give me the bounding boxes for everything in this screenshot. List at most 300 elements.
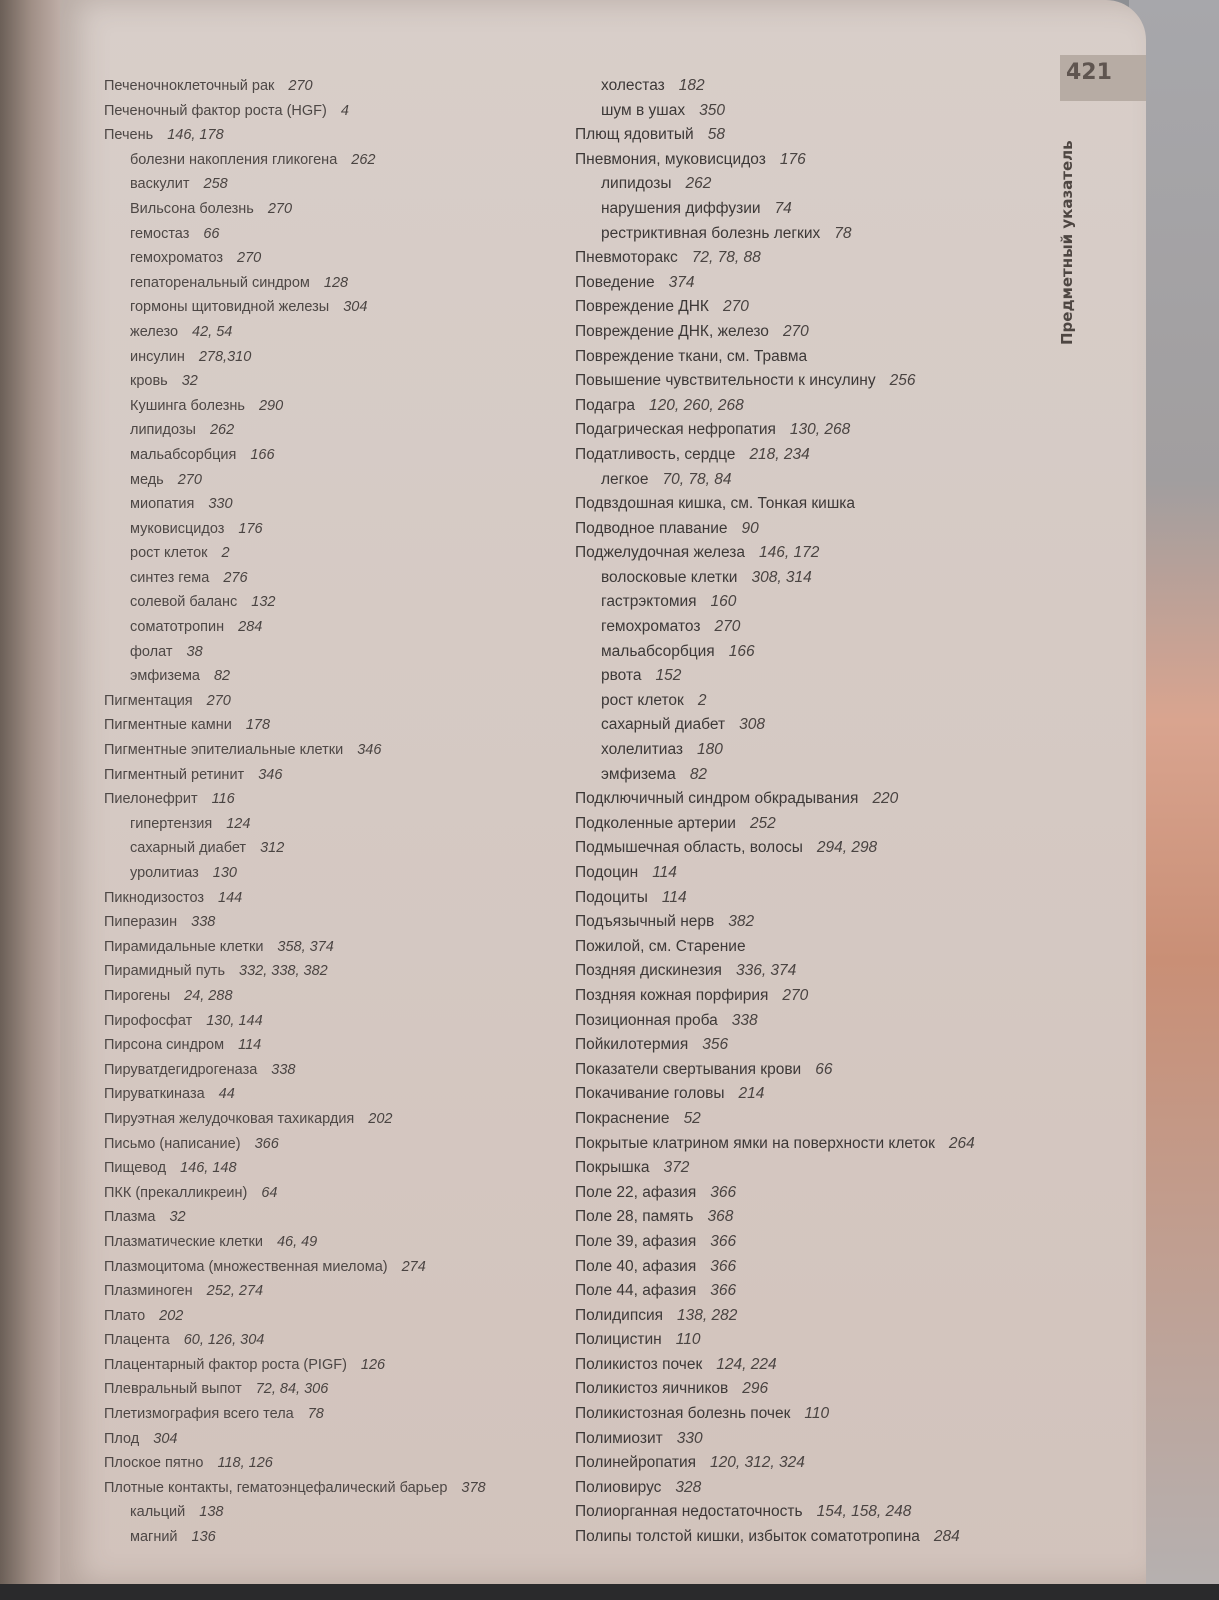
index-column-left <box>104 74 544 1550</box>
index-entry <box>104 1107 544 1132</box>
index-entry <box>104 1525 544 1550</box>
index-entry <box>575 1377 1045 1402</box>
index-term: Плато <box>104 1307 146 1324</box>
index-term: Плевральный выпот <box>104 1381 242 1398</box>
index-term: Пируватдегидрогеназа <box>104 1061 258 1078</box>
index-page-refs: 284 <box>933 1528 960 1546</box>
index-entry <box>575 689 1045 714</box>
index-page-refs: 90 <box>741 519 759 537</box>
index-page-refs: 252 <box>749 814 776 832</box>
index-entry <box>575 886 1045 911</box>
index-entry <box>575 1009 1045 1034</box>
index-term: рестриктивная болезнь легких <box>601 224 821 242</box>
index-term: Плющ ядовитый <box>575 126 694 144</box>
index-page-refs: 366 <box>710 1232 737 1250</box>
index-term: Плазма <box>104 1209 156 1226</box>
index-term: легкое <box>601 470 649 488</box>
index-term: Полицистин <box>575 1331 662 1349</box>
index-page-refs: 372 <box>663 1159 690 1177</box>
index-entry <box>104 1500 544 1525</box>
index-term: липидозы <box>601 175 672 193</box>
index-page-refs: 166 <box>250 446 275 463</box>
index-term: Пойкилотермия <box>575 1036 689 1054</box>
index-term: Поведение <box>575 273 655 291</box>
index-entry <box>104 1181 544 1206</box>
index-term: магний <box>130 1529 178 1546</box>
index-page-refs: 290 <box>258 397 284 414</box>
index-entry <box>575 517 1045 542</box>
index-page-refs: 330 <box>676 1429 703 1447</box>
index-page-refs: 24, 288 <box>184 987 233 1004</box>
index-page-refs: 82 <box>213 668 231 685</box>
index-page-refs: 270 <box>782 986 809 1004</box>
index-term: Пневмоторакс <box>575 249 678 267</box>
index-page-refs: 130 <box>212 865 237 881</box>
index-entry <box>575 394 1045 419</box>
index-term: Пиперазин <box>104 914 178 931</box>
index-term: Подоцин <box>575 864 639 881</box>
index-term: холестаз <box>601 77 665 94</box>
index-page-refs: 2 <box>221 545 230 562</box>
index-term: рвота <box>601 667 642 685</box>
index-page-refs: 180 <box>697 741 723 759</box>
index-page-refs: 72, 78, 88 <box>691 249 761 267</box>
index-page-refs: 356 <box>702 1036 729 1054</box>
index-entry <box>104 1427 544 1452</box>
index-term: Повышение чувствительности к инсулину <box>575 372 876 390</box>
index-entry <box>104 1304 544 1329</box>
index-page-refs: 262 <box>209 422 235 439</box>
index-page-refs: 66 <box>815 1060 833 1078</box>
index-entry <box>575 984 1045 1009</box>
index-entry <box>104 738 544 763</box>
index-term: липидозы <box>130 422 196 439</box>
index-term: Пожилой, см. Старение <box>575 937 746 955</box>
index-entry <box>575 1181 1045 1206</box>
index-page-refs: 270 <box>206 692 231 709</box>
index-page-refs: 32 <box>169 1209 186 1226</box>
index-term: Плотные контакты, гематоэнцефалический барьер <box>104 1479 448 1496</box>
index-term: Печеночный фактор роста (HGF) <box>104 102 327 119</box>
index-term: рост клеток <box>130 545 208 562</box>
index-term: Поле 39, афазия <box>575 1232 697 1250</box>
index-page-refs: 160 <box>710 593 737 611</box>
index-term: Плацентарный фактор роста (PIGF) <box>104 1356 347 1373</box>
index-entry <box>104 345 544 370</box>
index-term: Печеночноклеточный рак <box>104 78 275 94</box>
index-page-refs: 270 <box>288 78 313 94</box>
index-term: мальабсорбция <box>601 642 715 660</box>
index-term: гемостаз <box>130 225 190 242</box>
index-entry <box>104 910 544 935</box>
index-entry <box>104 1009 544 1034</box>
index-page-refs: 64 <box>261 1184 278 1201</box>
index-term: Подъязычный нерв <box>575 913 715 931</box>
index-page-refs: 220 <box>872 790 899 808</box>
index-entry <box>104 172 544 197</box>
index-page-refs: 368 <box>707 1208 734 1226</box>
index-entry <box>575 369 1045 394</box>
index-term: Пищевод <box>104 1160 167 1177</box>
index-entry <box>104 369 544 394</box>
index-term: Поле 22, афазия <box>575 1183 697 1201</box>
index-page-refs: 366 <box>710 1282 737 1300</box>
index-entry <box>104 197 544 222</box>
index-entry <box>104 222 544 247</box>
index-page-refs: 264 <box>948 1134 975 1152</box>
index-page-refs: 166 <box>728 642 755 660</box>
index-page-refs: 82 <box>689 765 708 783</box>
index-page-refs: 276 <box>223 569 248 586</box>
index-page-refs: 278,310 <box>198 348 252 365</box>
index-term: Покрышка <box>575 1159 650 1177</box>
index-entry <box>104 664 544 689</box>
index-page-refs: 304 <box>343 299 368 316</box>
index-term: Плод <box>104 1430 140 1447</box>
index-page-refs: 2 <box>697 691 707 709</box>
index-page-refs: 176 <box>779 150 806 168</box>
index-term: Податливость, сердце <box>575 445 736 463</box>
index-page-refs: 116 <box>211 791 235 808</box>
index-term: Поздняя дискинезия <box>575 962 722 980</box>
index-entry <box>104 148 544 173</box>
index-term: шум в ушах <box>601 101 686 119</box>
index-term: Плазматические клетки <box>104 1233 263 1250</box>
index-entry <box>575 295 1045 320</box>
index-page-refs: 152 <box>655 667 682 685</box>
index-entry <box>575 1304 1045 1329</box>
index-entry <box>575 1451 1045 1476</box>
index-entry <box>575 836 1045 861</box>
index-term: Пирсона синдром <box>104 1037 225 1054</box>
index-term: фолат <box>130 643 173 660</box>
index-page-refs: 366 <box>710 1257 737 1275</box>
index-term: Поле 40, афазия <box>575 1257 697 1275</box>
index-entry <box>575 320 1045 345</box>
index-term: гепаторенальный синдром <box>130 274 310 291</box>
index-page-refs: 128 <box>323 274 349 291</box>
index-entry <box>104 1033 544 1058</box>
index-page-refs: 72, 84, 306 <box>255 1381 329 1398</box>
index-page-refs: 114 <box>661 888 687 906</box>
index-entry <box>575 1500 1045 1525</box>
index-entry <box>104 566 544 591</box>
index-entry <box>104 1353 544 1378</box>
index-page-refs: 258 <box>203 176 228 193</box>
index-term: Пигментные камни <box>104 717 232 734</box>
index-term: Повреждение ДНК <box>575 298 709 316</box>
index-term: Пигментация <box>104 692 193 709</box>
index-entry <box>104 271 544 296</box>
index-page-refs: 60, 126, 304 <box>183 1332 265 1349</box>
index-page-refs: 78 <box>307 1406 324 1423</box>
index-term: сахарный диабет <box>130 840 247 857</box>
index-entry <box>575 1205 1045 1230</box>
index-term: Подагра <box>575 396 635 414</box>
index-entry <box>575 664 1045 689</box>
index-term: Полиовирус <box>575 1478 662 1496</box>
index-page-refs: 252, 274 <box>206 1283 264 1300</box>
index-term: Полипы толстой кишки, избыток соматотропина <box>575 1528 920 1546</box>
index-page-refs: 358, 374 <box>277 938 334 955</box>
index-term: Подагрическая нефропатия <box>575 421 776 439</box>
index-term: солевой баланс <box>130 594 238 611</box>
index-page-refs: 294, 298 <box>816 839 878 857</box>
index-term: гемохроматоз <box>601 618 701 636</box>
index-entry <box>575 1279 1045 1304</box>
index-page-refs: 296 <box>742 1380 769 1398</box>
index-term: Пирамидный путь <box>104 963 226 980</box>
index-entry <box>575 959 1045 984</box>
index-term: Покраснение <box>575 1109 670 1127</box>
index-entry <box>104 590 544 615</box>
index-term: кровь <box>130 373 168 390</box>
index-page-refs: 178 <box>245 717 271 734</box>
index-page-refs: 338 <box>191 914 216 931</box>
index-page-refs: 350 <box>699 101 725 119</box>
index-term: Показатели свертывания крови <box>575 1060 802 1078</box>
index-term: Полидипсия <box>575 1306 664 1324</box>
index-entry <box>575 271 1045 296</box>
index-term: эмфизема <box>601 765 676 783</box>
index-term: гипертензия <box>130 815 213 832</box>
index-entry <box>104 886 544 911</box>
index-column-right <box>575 74 1045 1550</box>
index-page-refs: 218, 234 <box>749 445 810 463</box>
index-entry <box>575 443 1045 468</box>
index-term: Пикнодизостоз <box>104 889 205 906</box>
index-page-refs: 336, 374 <box>735 962 797 980</box>
index-entry <box>104 1402 544 1427</box>
index-entry <box>104 541 544 566</box>
index-entry <box>104 689 544 714</box>
index-page-refs: 144 <box>218 889 243 906</box>
index-entry <box>104 517 544 542</box>
index-term: Подключичный синдром обкрадывания <box>575 790 859 808</box>
index-page-refs: 124 <box>226 815 251 832</box>
index-page-refs: 338 <box>271 1061 296 1078</box>
index-term: Подмышечная область, волосы <box>575 839 803 857</box>
index-term: Покрытые клатрином ямки на поверхности клеток <box>575 1134 935 1152</box>
index-entry <box>575 713 1045 738</box>
index-term: инсулин <box>130 348 185 365</box>
index-page-refs: 118, 126 <box>217 1455 273 1472</box>
index-term: Подвздошная кишка, см. Тонкая кишка <box>575 495 856 513</box>
index-page-refs: 338 <box>731 1011 758 1029</box>
index-page-refs: 120, 312, 324 <box>710 1454 805 1472</box>
index-page-refs: 284 <box>238 619 263 636</box>
index-entry <box>104 246 544 271</box>
index-entry <box>575 246 1045 271</box>
index-term: мальабсорбция <box>130 446 237 463</box>
index-entry <box>575 99 1045 124</box>
index-page-refs: 262 <box>685 175 712 193</box>
index-entry <box>575 541 1045 566</box>
index-term: Пируэтная желудочковая тахикардия <box>104 1110 355 1127</box>
index-term: медь <box>130 471 164 488</box>
index-entry <box>575 1353 1045 1378</box>
index-entry <box>104 861 544 886</box>
index-entry <box>575 222 1045 247</box>
index-term: Поликистозная болезнь почек <box>575 1405 791 1423</box>
index-term: Кушинга болезнь <box>130 397 245 414</box>
index-entry <box>104 640 544 665</box>
index-term: Подоциты <box>575 888 648 906</box>
index-page-refs: 270 <box>267 200 293 217</box>
index-page-refs: 110 <box>675 1331 701 1349</box>
index-term: васкулит <box>130 176 190 193</box>
index-page-refs: 312 <box>260 840 285 857</box>
index-entry <box>104 468 544 493</box>
index-entry <box>104 1230 544 1255</box>
index-term: Письмо (написание) <box>104 1135 241 1152</box>
index-page-refs: 366 <box>254 1135 279 1152</box>
index-page-refs: 256 <box>889 372 916 390</box>
index-entry <box>575 861 1045 886</box>
index-term: гормоны щитовидной железы <box>130 299 330 316</box>
index-page-refs: 110 <box>804 1405 830 1423</box>
index-entry <box>104 492 544 517</box>
index-term: болезни накопления гликогена <box>130 151 338 168</box>
index-page-refs: 66 <box>203 225 220 242</box>
index-term: волосковые клетки <box>601 568 738 586</box>
index-entry <box>575 148 1045 173</box>
index-entry <box>104 984 544 1009</box>
index-term: Вильсона болезнь <box>130 200 254 217</box>
index-entry <box>575 1156 1045 1181</box>
index-page-refs: 308, 314 <box>751 568 812 586</box>
index-entry <box>104 1058 544 1083</box>
index-page-refs: 136 <box>191 1529 216 1546</box>
index-term: Поздняя кожная порфирия <box>575 986 769 1004</box>
index-term: холелитиаз <box>601 741 684 759</box>
index-entry <box>104 99 544 124</box>
index-entry <box>104 443 544 468</box>
index-term: гемохроматоз <box>130 250 224 267</box>
index-page-refs: 304 <box>153 1430 178 1447</box>
index-term: синтез гема <box>130 569 210 586</box>
index-page-refs: 130, 268 <box>789 421 851 439</box>
index-entry <box>104 1279 544 1304</box>
index-entry <box>575 640 1045 665</box>
index-entry <box>575 590 1045 615</box>
index-entry <box>575 418 1045 443</box>
index-page-refs: 346 <box>258 766 283 783</box>
index-term: Пирогены <box>104 987 171 1004</box>
index-term: Повреждение ДНК, железо <box>575 322 769 340</box>
index-page-refs: 146, 148 <box>180 1160 237 1177</box>
index-term: Покачивание головы <box>575 1085 725 1103</box>
index-page-refs: 176 <box>238 520 263 537</box>
index-page-refs: 42, 54 <box>192 323 233 340</box>
index-entry <box>104 1132 544 1157</box>
index-term: Поликистоз почек <box>575 1355 703 1373</box>
index-entry <box>104 1377 544 1402</box>
index-page-refs: 154, 158, 248 <box>816 1503 912 1521</box>
index-entry <box>575 738 1045 763</box>
index-term: Полинейропатия <box>575 1454 697 1472</box>
index-entry <box>104 1328 544 1353</box>
index-entry <box>575 787 1045 812</box>
index-term: Плазминоген <box>104 1283 193 1300</box>
index-entry <box>104 74 544 99</box>
index-entry <box>575 1132 1045 1157</box>
index-term: Плоское пятно <box>104 1455 204 1472</box>
index-term: Плетизмография всего тела <box>104 1406 294 1423</box>
page-number: 421 <box>1066 60 1112 85</box>
index-page-refs: 138 <box>199 1504 224 1521</box>
index-entry <box>104 418 544 443</box>
index-page-refs: 332, 338, 382 <box>239 963 328 980</box>
index-entry <box>104 787 544 812</box>
index-term: Подводное плавание <box>575 519 728 537</box>
index-entry <box>104 1451 544 1476</box>
index-term: железо <box>130 323 179 340</box>
index-term: муковисцидоз <box>130 520 225 537</box>
index-term: ПКК (прекалликреин) <box>104 1184 248 1201</box>
index-term: Пигментные эпителиальные клетки <box>104 742 344 759</box>
index-page-refs: 120, 260, 268 <box>648 396 744 414</box>
index-page-refs: 270 <box>237 250 262 267</box>
index-term: Полиорганная недостаточность <box>575 1503 803 1521</box>
index-page-refs: 274 <box>401 1258 426 1275</box>
index-term: уролитиаз <box>130 865 199 881</box>
index-entry <box>575 812 1045 837</box>
index-term: Плацента <box>104 1332 170 1349</box>
index-page-refs: 382 <box>728 913 755 931</box>
index-term: Поле 28, память <box>575 1208 694 1226</box>
index-term: кальций <box>130 1504 186 1521</box>
index-entry <box>104 615 544 640</box>
index-page-refs: 126 <box>360 1356 386 1373</box>
index-entry <box>575 763 1045 788</box>
index-entry <box>575 615 1045 640</box>
index-page-refs: 374 <box>668 273 695 291</box>
index-page-refs: 214 <box>738 1085 765 1103</box>
index-page-refs: 182 <box>678 77 705 94</box>
running-title <box>1058 325 1076 345</box>
index-page-refs: 132 <box>251 594 276 611</box>
index-page-refs: 146, 178 <box>167 127 224 144</box>
index-page-refs: 262 <box>351 151 376 168</box>
index-page-refs: 270 <box>722 298 749 316</box>
index-page-refs: 328 <box>675 1478 702 1496</box>
index-entry <box>575 172 1045 197</box>
index-entry <box>104 394 544 419</box>
index-term: рост клеток <box>601 691 684 709</box>
index-entry <box>575 1058 1045 1083</box>
index-page-refs: 78 <box>834 224 852 242</box>
index-entry <box>575 935 1045 960</box>
index-term: Пневмония, муковисцидоз <box>575 150 766 168</box>
index-entry <box>575 1082 1045 1107</box>
index-page-refs: 70, 78, 84 <box>662 470 732 488</box>
index-page-refs: 138, 282 <box>677 1306 738 1324</box>
index-term: Пигментный ретинит <box>104 766 245 783</box>
index-entry <box>104 1255 544 1280</box>
index-page-refs: 4 <box>340 102 349 119</box>
index-term: Подколенные артерии <box>575 814 736 832</box>
index-entry <box>104 1476 544 1501</box>
index-term: Пируваткиназа <box>104 1086 205 1103</box>
index-entry <box>575 1255 1045 1280</box>
index-page-refs: 330 <box>208 496 233 513</box>
index-entry <box>575 1525 1045 1550</box>
index-page-refs: 74 <box>774 199 792 217</box>
index-page-refs: 58 <box>707 126 725 144</box>
index-term: сахарный диабет <box>601 716 726 734</box>
index-entry <box>575 1033 1045 1058</box>
